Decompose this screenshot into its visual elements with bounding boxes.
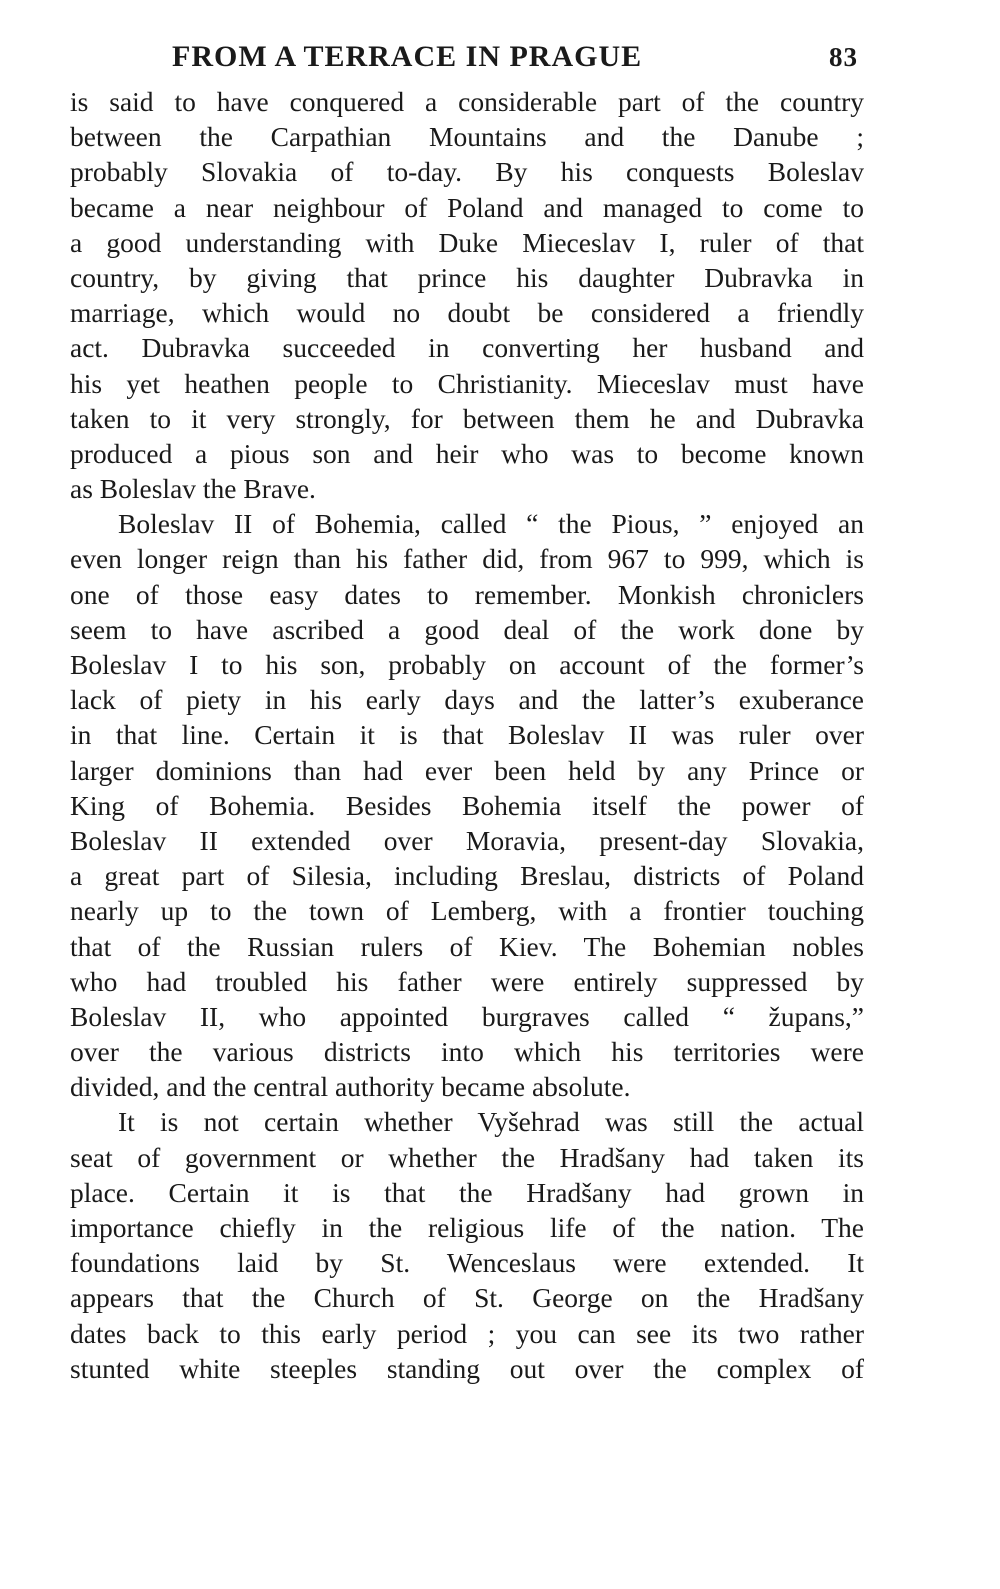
- text-line: marriage, which would no doubt be considered a friendly: [70, 297, 864, 329]
- text-line: divided, and the central authority became absolute.: [70, 1071, 631, 1103]
- text-line: dates back to this early period ; you can see its two rather: [70, 1317, 864, 1349]
- text-line: foundations laid by St. Wenceslaus were extended. It: [70, 1247, 864, 1279]
- text-line: nearly up to the town of Lemberg, with a frontier touching: [70, 895, 864, 927]
- text-line: larger dominions than had ever been held by any Prince or: [70, 754, 864, 786]
- running-head: [70, 36, 864, 84]
- text-line: Boleslav II of Bohemia, called “ the Pious, ” enjoyed an: [118, 508, 864, 540]
- text-line: appears that the Church of St. George on the Hradšany: [70, 1282, 864, 1314]
- paragraph-1: [70, 84, 864, 506]
- text-line: It is not certain whether Vyšehrad was still the actual: [118, 1106, 864, 1138]
- text-line: that of the Russian rulers of Kiev. The Bohemian nobles: [70, 930, 864, 962]
- text-line: Boleslav II, who appointed burgraves called “ župans,”: [70, 1000, 864, 1032]
- page-number: 83: [829, 42, 858, 72]
- book-page: [70, 36, 864, 1386]
- text-line: his yet heathen people to Christianity. Mieceslav must have: [70, 367, 864, 399]
- text-line: between the Carpathian Mountains and the Danube ;: [70, 121, 864, 153]
- running-title: FROM A TERRACE IN PRAGUE: [172, 40, 643, 73]
- paragraph-2: [70, 506, 864, 1104]
- text-line: in that line. Certain it is that Boleslav II was ruler over: [70, 719, 864, 751]
- text-line: country, by giving that prince his daughter Dubravka in: [70, 261, 864, 293]
- text-line: over the various districts into which his territories were: [70, 1036, 864, 1068]
- text-line: stunted white steeples standing out over the complex of: [70, 1352, 864, 1384]
- text-line: as Boleslav the Brave.: [70, 473, 316, 505]
- text-line: King of Bohemia. Besides Bohemia itself the power of: [70, 789, 864, 821]
- text-line: lack of piety in his early days and the latter’s exuberance: [70, 684, 864, 716]
- text-line: produced a pious son and heir who was to become known: [70, 437, 864, 469]
- text-line: one of those easy dates to remember. Monkish chroniclers: [70, 578, 864, 610]
- text-line: seat of government or whether the Hradšany had taken its: [70, 1141, 864, 1173]
- text-line: became a near neighbour of Poland and managed to come to: [70, 191, 864, 223]
- text-line: a good understanding with Duke Mieceslav I, ruler of that: [70, 226, 864, 258]
- text-line: even longer reign than his father did, from 967 to 999, which is: [70, 543, 864, 575]
- text-line: importance chiefly in the religious life of the nation. The: [70, 1212, 864, 1243]
- text-line: taken to it very strongly, for between them he and Dubravka: [70, 402, 864, 434]
- text-line: place. Certain it is that the Hradšany had grown in: [70, 1176, 864, 1208]
- text-line: act. Dubravka succeeded in converting her husband and: [70, 332, 864, 364]
- text-line: a great part of Silesia, including Breslau, districts of Poland: [70, 860, 864, 892]
- text-line: seem to have ascribed a good deal of the work done by: [70, 613, 864, 645]
- body-text: [70, 84, 864, 1386]
- text-line: is said to have conquered a considerable part of the country: [70, 86, 864, 117]
- text-line: who had troubled his father were entirely suppressed by: [70, 965, 864, 997]
- paragraph-3: [70, 1104, 864, 1386]
- text-line: Boleslav I to his son, probably on account of the former’s: [70, 649, 864, 680]
- text-line: Boleslav II extended over Moravia, present-day Slovakia,: [70, 824, 864, 856]
- text-line: probably Slovakia of to-day. By his conquests Boleslav: [70, 156, 864, 188]
